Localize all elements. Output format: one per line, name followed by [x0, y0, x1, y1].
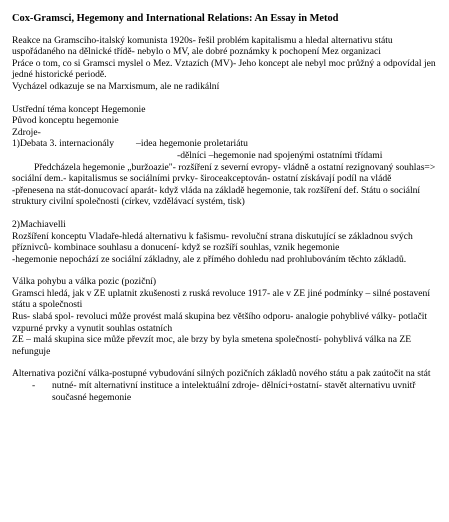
section1-subheading: Původ konceptu hegemonie	[12, 115, 119, 127]
bullet-dash: -	[32, 380, 36, 392]
war-paragraph-3: ZE – malá skupina sice může převzít moc, ale brzy by byla smetena společností- pohyblivá válka na ZE nefunguje	[12, 334, 412, 357]
intro-paragraph-3: Vycházel odkazuje se na Marxismum, ale ne radikální	[12, 80, 220, 92]
spacer	[12, 93, 437, 104]
machiavelli-heading: 2)Machiavelli	[12, 218, 66, 230]
intro-paragraph-2: Práce o tom, co si Gramsci myslel o Mez. Vztazích (MV)- Jeho koncept ale nebyl moc průžný a odpovídal jen jedné historické periodě.	[12, 57, 436, 81]
debate-line	[12, 138, 437, 150]
spacer	[12, 357, 437, 368]
document-title: Cox-Gramsci, Hegemony and International Relations: An Essay in Metod	[12, 13, 339, 24]
alternative-paragraph: Alternativa poziční válka-postupné vybudování silných pozičních základů nového státu a pak zaútočit na stát	[12, 368, 431, 380]
intro-paragraph-1: Reakce na Gramsciho-italský komunista 1920s- řešil problém kapitalismu a hledal alternativu státu uspořádaného na dělnické třídě- nebylo o MV, ale dobré poznámky k pochopení Mez organizaci	[12, 34, 393, 58]
war-heading: Válka pohybu a válka pozic (poziční)	[12, 276, 157, 288]
war-paragraph-1: Gramsci hledá, jak v ZE uplatnit zkušenosti z ruská revoluce 1917- ale v ZE jiné podmínky – silné postavení státu a společnosti	[12, 287, 431, 311]
debate-body-1: Předcházela hegemonie „buržoazie"- rozšíření z severní evropy- vládně a ostatní rezignovaný souhlas=> sociální dem.- kapitalismus se sociálními prvky- široceakceptován- ostatní získávají podíl na vládě	[12, 161, 436, 185]
debate-sub1: –idea hegemonie proletariátu	[136, 138, 248, 150]
machiavelli-paragraph-1: Rozšíření konceptu Vladaře-hledá alternativu k fašismu- revoluční strana diskutující se základnou svých příznivců- kombinace souhlasu a donucení- když se rozšíří souhlas, vznik hegemonie	[12, 230, 413, 254]
debate-sub2: -dělníci –hegemonie nad spojenými ostatními třídami	[177, 149, 383, 161]
spacer	[12, 265, 437, 276]
spacer	[12, 208, 437, 219]
sources-label: Zdroje-	[12, 126, 41, 138]
debate-lead: 1)Debata 3. internacionály	[12, 138, 115, 150]
bullet-text: nutné- mít alternativní instituce a intelektuální zdroje- dělníci+ostatní- stavět alternativu uvnitř současné hegemonie	[52, 380, 416, 403]
machiavelli-paragraph-2: -hegemonie nepochází ze sociální základny, ale z přímého dohledu nad prohlubováním těchto základů.	[12, 253, 407, 265]
bullet-item	[12, 380, 437, 403]
section1-heading: Ustřední téma koncept Hegemonie	[12, 103, 146, 115]
debate-body-2: -přenesena na stát-donucovací aparát- když vláda na základě hegemonie, tak rozšíření def. Státu o sociální struktury civilní společnosti (církev, vzdělávací systém, tisk)	[12, 184, 421, 208]
war-paragraph-2: Rus- slabá spol- revoluci může provést malá skupina bez většího odporu- analogie pohyblivé války- potlačit vzpurné prvky a vynutit souhlas ostatních	[12, 311, 428, 334]
